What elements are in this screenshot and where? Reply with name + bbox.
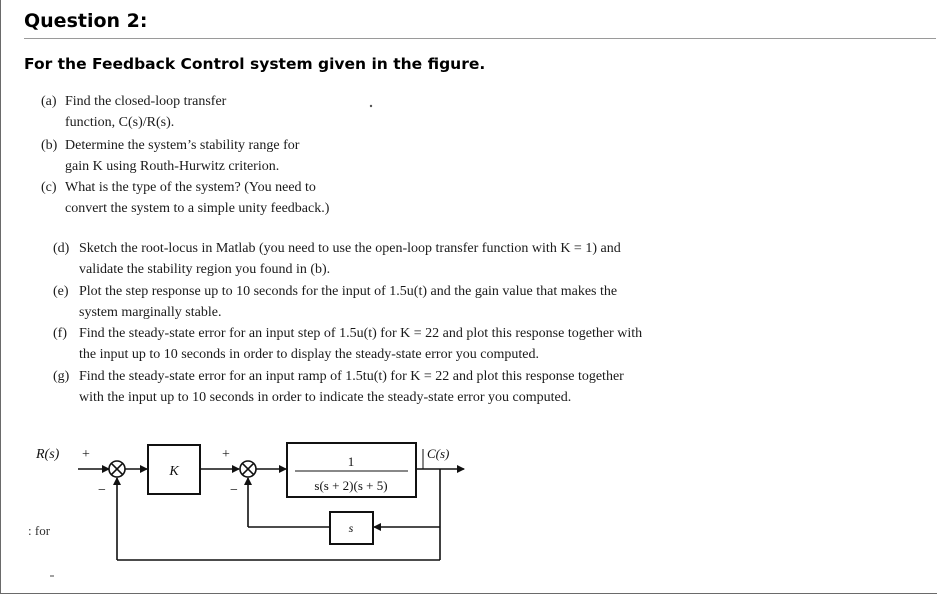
gain-block-label: K [169,464,179,479]
part-e-label: (e) [53,284,69,299]
part-g-label: (g) [53,369,70,384]
part-a-line1: Find the closed-loop transfer [65,94,227,109]
summing-junction-1 [109,461,125,477]
summing-junction-2 [240,461,256,477]
part-e-line2: system marginally stable. [79,305,222,320]
part-g-line1: Find the steady-state error for an input ramp of 1.5tu(t) for K = 22 and plot this response together [79,369,624,384]
part-a-line2: function, C(s)/R(s). [65,115,175,130]
part-f-line2: the input up to 10 seconds in order to display the steady-state error you computed. [79,347,539,362]
summer2-plus-sign: + [222,447,230,462]
part-c-label: (c) [41,180,57,195]
input-label: R(s) [36,447,60,462]
question-intro: For the Feedback Control system given in the figure. [24,55,486,73]
part-d-line1: Sketch the root-locus in Matlab (you need to use the open-loop transfer function with K = 1) and [79,241,621,256]
stray-text: : for [28,523,51,538]
question-heading: Question 2: [24,10,148,32]
part-b-label: (b) [41,138,58,153]
part-d-line2: validate the stability region you found in (b). [79,262,331,277]
part-f-label: (f) [53,326,67,341]
feedback-s-label: s [348,521,354,535]
summer1-plus-sign: + [82,447,90,462]
part-b-line1: Determine the system’s stability range for [65,138,300,153]
summer2-minus-sign: − [230,483,238,498]
part-e-line1: Plot the step response up to 10 seconds for the input of 1.5u(t) and the gain value that makes the [79,284,618,299]
part-g-line2: with the input up to 10 seconds in order to indicate the steady-state error you computed. [79,390,572,405]
part-c-line1: What is the type of the system? (You need to [65,180,316,195]
part-f-line1: Find the steady-state error for an input step of 1.5u(t) for K = 22 and plot this response together with [79,326,643,341]
summer1-minus-sign: − [98,483,106,498]
part-a-label: (a) [41,94,57,109]
part-b-line2: gain K using Routh-Hurwitz criterion. [65,159,280,174]
plant-denominator: s(s + 2)(s + 5) [314,478,388,493]
part-d-label: (d) [53,241,70,256]
plant-numerator: 1 [347,454,355,469]
output-label: C(s) [427,446,450,461]
stray-dot [370,105,372,107]
part-c-line2: convert the system to a simple unity feedback.) [65,201,330,216]
